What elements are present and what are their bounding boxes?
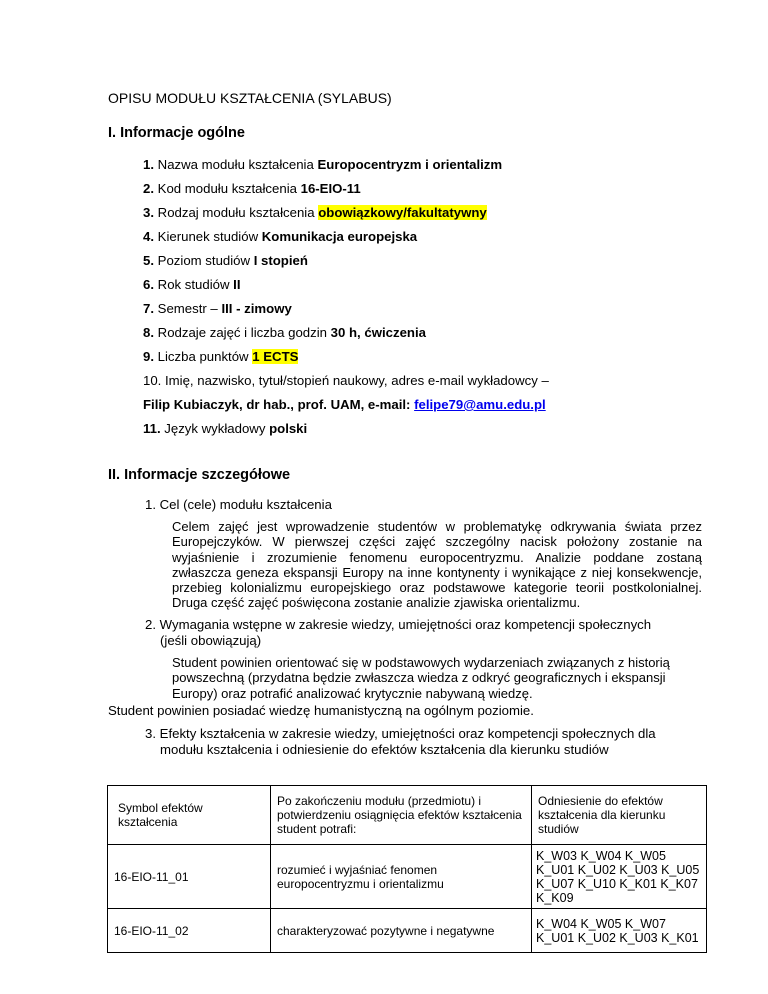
highlighted-module-type: obowiązkowy/fakultatywny (318, 205, 487, 220)
info-item-ects: 9. Liczba punktów 1 ECTS (143, 349, 299, 364)
section-heading-general: I. Informacje ogólne (108, 125, 245, 141)
learning-outcomes-table (107, 785, 707, 953)
header-symbol: Symbol efektów kształcenia (108, 786, 271, 845)
info-item-module-type: 3. Rodzaj modułu kształcenia obowiązkowy/fakultatywny (143, 205, 487, 220)
row-description: charakteryzować pozytywne i negatywne (271, 909, 532, 953)
table-row (108, 845, 707, 909)
point2-label-continued: (jeśli obowiązują) (160, 633, 262, 648)
row-reference: K_W03 K_W04 K_W05 K_U01 K_U02 K_U03 K_U05 K_U07 K_U10 K_K01 K_K07 K_K09 (532, 845, 707, 909)
point2-label: 2. Wymagania wstępne w zakresie wiedzy, umiejętności oraz kompetencji społecznych (145, 617, 652, 632)
info-item-lecturer-value: Filip Kubiaczyk, dr hab., prof. UAM, e-mail: felipe79@amu.edu.pl (143, 397, 546, 412)
header-outcome: Po zakończeniu modułu (przedmiotu) i potwierdzeniu osiągnięcia efektów kształcenia student potrafi: (271, 786, 532, 845)
table-header-row (108, 786, 707, 845)
row-reference: K_W04 K_W05 K_W07 K_U01 K_U02 K_U03 K_K01 (532, 909, 707, 953)
section-heading-detailed: II. Informacje szczegółowe (108, 467, 291, 483)
table-row (108, 909, 707, 953)
info-item-language: 11. Język wykładowy polski (143, 421, 308, 436)
info-item-semester: 7. Semestr – III - zimowy (143, 301, 292, 316)
highlighted-ects: 1 ECTS (252, 349, 299, 364)
point1-text: Celem zajęć jest wprowadzenie studentów w problematykę odkrywania świata przez Europejczyków. W pierwszej części zajęć szczególny nacisk położony zostanie na wyjaśnienie i zrozumienie fenomenu europocentryzmu. Analizie poddane zostaną zwłaszcza geneza ekspansji Europy na inne kontynenty i wynikające z niej konsekwencje, przebieg kolonializmu europejskiego oraz podstawowe kategorie teorii postkolonialnej. Druga część zajęć poświęcona zostanie analizie zjawiska orientalizmu. (172, 519, 702, 611)
info-item-lecturer-label: 10. Imię, nazwisko, tytuł/stopień naukowy, adres e-mail wykładowcy – (143, 373, 549, 388)
info-item-field-of-study: 4. Kierunek studiów Komunikacja europejska (143, 229, 418, 244)
point2-text-continued: Student powinien posiadać wiedzę humanistyczną na ogólnym poziomie. (108, 703, 534, 718)
lecturer-email-link[interactable]: felipe79@amu.edu.pl (414, 397, 546, 412)
row-symbol: 16-EIO-11_01 (108, 845, 271, 909)
info-item-study-level: 5. Poziom studiów I stopień (143, 253, 308, 268)
row-symbol: 16-EIO-11_02 (108, 909, 271, 953)
info-item-study-year: 6. Rok studiów II (143, 277, 241, 292)
point2-text: Student powinien orientować się w podstawowych wydarzeniach związanych z historią powszechną (przydatna będzie zwłaszcza wiedza z odkryć geograficznych i ekspansji Europy) oraz potrafić analizować krytycznie nabywaną wiedzę. (172, 655, 670, 701)
info-item-module-code: 2. Kod modułu kształcenia 16-EIO-11 (143, 181, 361, 196)
point3-label-continued: modułu kształcenia i odniesienie do efektów kształcenia dla kierunku studiów (160, 742, 609, 757)
row-description: rozumieć i wyjaśniać fenomen europocentryzmu i orientalizmu (271, 845, 532, 909)
info-item-class-types: 8. Rodzaje zajęć i liczba godzin 30 h, ćwiczenia (143, 325, 426, 340)
point3-label: 3. Efekty kształcenia w zakresie wiedzy, umiejętności oraz kompetencji społecznych dla (145, 726, 656, 741)
document-title: OPISU MODUŁU KSZTAŁCENIA (SYLABUS) (108, 90, 392, 106)
point1-label: 1. Cel (cele) modułu kształcenia (145, 497, 332, 512)
info-item-module-name: 1. Nazwa modułu kształcenia Europocentryzm i orientalizm (143, 157, 503, 172)
header-reference: Odniesienie do efektów kształcenia dla kierunku studiów (532, 786, 707, 845)
